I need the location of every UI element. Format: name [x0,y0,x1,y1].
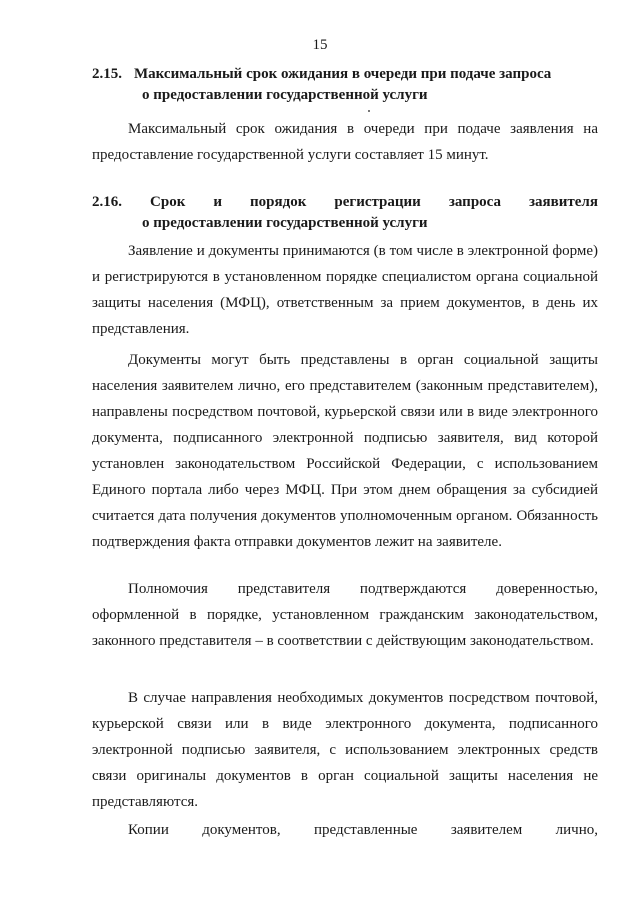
section-2-16-title-word: заявителя [529,194,598,210]
section-2-16-paragraph: В случае направления необходимых документов посредством почтовой, курьерской связи или в виде электронного документа, подписанного электронной подписью заявителя, с использованием электронных средств связи оригиналы документов в орган социальной защиты населения не представляются. [92,690,598,810]
section-2-16-title-word: и [213,194,223,210]
section-2-15-title-line2: о предоставлении государственной услуги [142,87,428,103]
section-2-16-title-word: Срок [150,194,186,210]
section-2-15-number: 2.15. [92,66,122,82]
section-2-16-paragraph: Полномочия представителя подтверждаются доверенностью, оформленной в порядке, установленном гражданским законодательством, законного представителя – в соответствии с действующим законодательством. [92,581,598,649]
section-2-16-title-line2: о предоставлении государственной услуги [142,215,428,231]
section-2-15-heading [92,64,598,106]
section-2-16-title-word: порядок [250,194,307,210]
section-2-16-paragraph: Заявление и документы принимаются (в том числе в электронной форме) и регистрируются в установленном порядке специалистом органа социальной защиты населения (МФЦ), ответственным за прием документов, в день их представления. [92,243,598,337]
section-2-16-paragraph: Копии документов, представленные заявителем лично, [128,822,598,838]
section-2-15-title-line1: Максимальный срок ожидания в очереди при подаче запроса [134,66,552,82]
section-2-16-number: 2.16. [92,194,122,210]
scan-dot [368,110,370,112]
section-2-16-paragraph: Документы могут быть представлены в орган социальной защиты населения заявителем лично, его представителем (законным представителем), направлены посредством почтовой, курьерской связи или в виде электронного документа, подписанного электронной подписью заявителя, вид которой установлен законодательством Российской Федерации, с использованием Единого портала либо через МФЦ. При этом днем обращения за субсидией считается дата получения документов уполномоченным органом. Обязанность подтверждения факта отправки документов лежит на заявителе. [92,352,598,550]
section-2-16-title-word: запроса [448,194,501,210]
section-2-15-paragraph: Максимальный срок ожидания в очереди при подаче заявления на предоставление государственной услуги составляет 15 минут. [92,121,598,163]
section-2-16-heading [92,192,598,234]
page-number: 15 [312,37,328,53]
section-2-16-title-word: регистрации [334,194,421,210]
